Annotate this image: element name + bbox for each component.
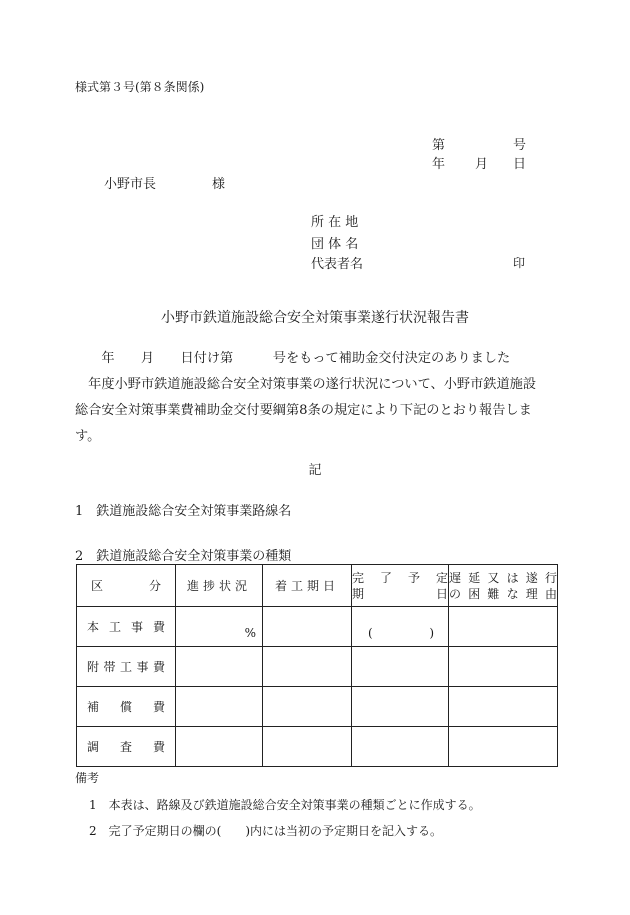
section-2-heading: 2 鉄道施設総合安全対策事業の種類 [75,549,292,564]
delay-reason-cell[interactable] [449,607,558,647]
table-row-ancillary-construction [77,647,558,687]
addressee-honorific: 様 [212,177,226,192]
progress-cell[interactable]: % [176,607,263,647]
delay-reason-cell[interactable] [449,647,558,687]
start-date-cell[interactable] [263,687,352,727]
date-month: 月 [475,157,489,172]
body-line-3: 総合安全対策事業費補助金交付要綱第8条の規定により下記のとおり報告しま [75,403,532,418]
project-type-table [76,564,558,767]
table-row-compensation [77,687,558,727]
completion-date-cell[interactable] [352,687,449,727]
completion-date-cell[interactable]: ( ) [352,607,449,647]
header-delay-reason: 遅 延 又 は 遂 行 の 困 難 な 理 由 [449,565,558,607]
row-label: 附 帯 工 事 費 [77,647,176,687]
delay-reason-cell[interactable] [449,727,558,767]
start-date-cell[interactable] [263,647,352,687]
body-line-4: す。 [75,429,101,444]
date-year: 年 [432,157,446,172]
doc-number-prefix: 第 [432,138,446,153]
date-day: 日 [513,157,527,172]
row-label: 調 査 費 [77,727,176,767]
table-row-survey [77,727,558,767]
row-label: 本 工 事 費 [77,607,176,647]
body-line-2: 年度小野市鉄道施設総合安全対策事業の遂行状況について、小野市鉄道施設 [75,377,537,392]
header-completion-date: 完 了 予 定 期 日 [352,565,449,607]
table-header-row [77,565,558,607]
notes-title: 備考 [75,771,100,785]
note-item-2: 2 完了予定期日の欄の( )内には当初の予定期日を記入する。 [89,824,443,838]
addressee-name: 小野市長 [104,177,157,192]
body-text [75,346,555,450]
header-start-date: 着工期日 [263,565,352,607]
header-progress: 進捗状況 [176,565,263,607]
row-label: 補 償 費 [77,687,176,727]
note-item-1: 1 本表は、路線及び鉄道施設総合安全対策事業の種類ごとに作成する。 [89,798,481,812]
document-title: 小野市鉄道施設総合安全対策事業遂行状況報告書 [161,310,469,326]
doc-number-suffix: 号 [513,138,527,153]
section-1-heading: 1 鉄道施設総合安全対策事業路線名 [75,504,292,519]
start-date-cell[interactable] [263,727,352,767]
header-category: 区 分 [77,565,176,607]
completion-date-cell[interactable] [352,727,449,767]
progress-cell[interactable] [176,727,263,767]
progress-cell[interactable] [176,647,263,687]
progress-cell[interactable] [176,687,263,727]
representative-label: 代表者名 [311,257,364,272]
start-date-cell[interactable] [263,607,352,647]
body-line-1: 年 月 日付け第 号をもって補助金交付決定のありました [75,351,511,366]
delay-reason-cell[interactable] [449,687,558,727]
ki-heading: 記 [308,463,322,478]
table-row-main-construction [77,607,558,647]
form-number: 様式第３号(第８条関係) [75,80,205,94]
seal-mark: 印 [513,256,526,270]
org-label: 団 体 名 [311,237,359,252]
address-label: 所 在 地 [311,215,359,230]
completion-date-cell[interactable] [352,647,449,687]
